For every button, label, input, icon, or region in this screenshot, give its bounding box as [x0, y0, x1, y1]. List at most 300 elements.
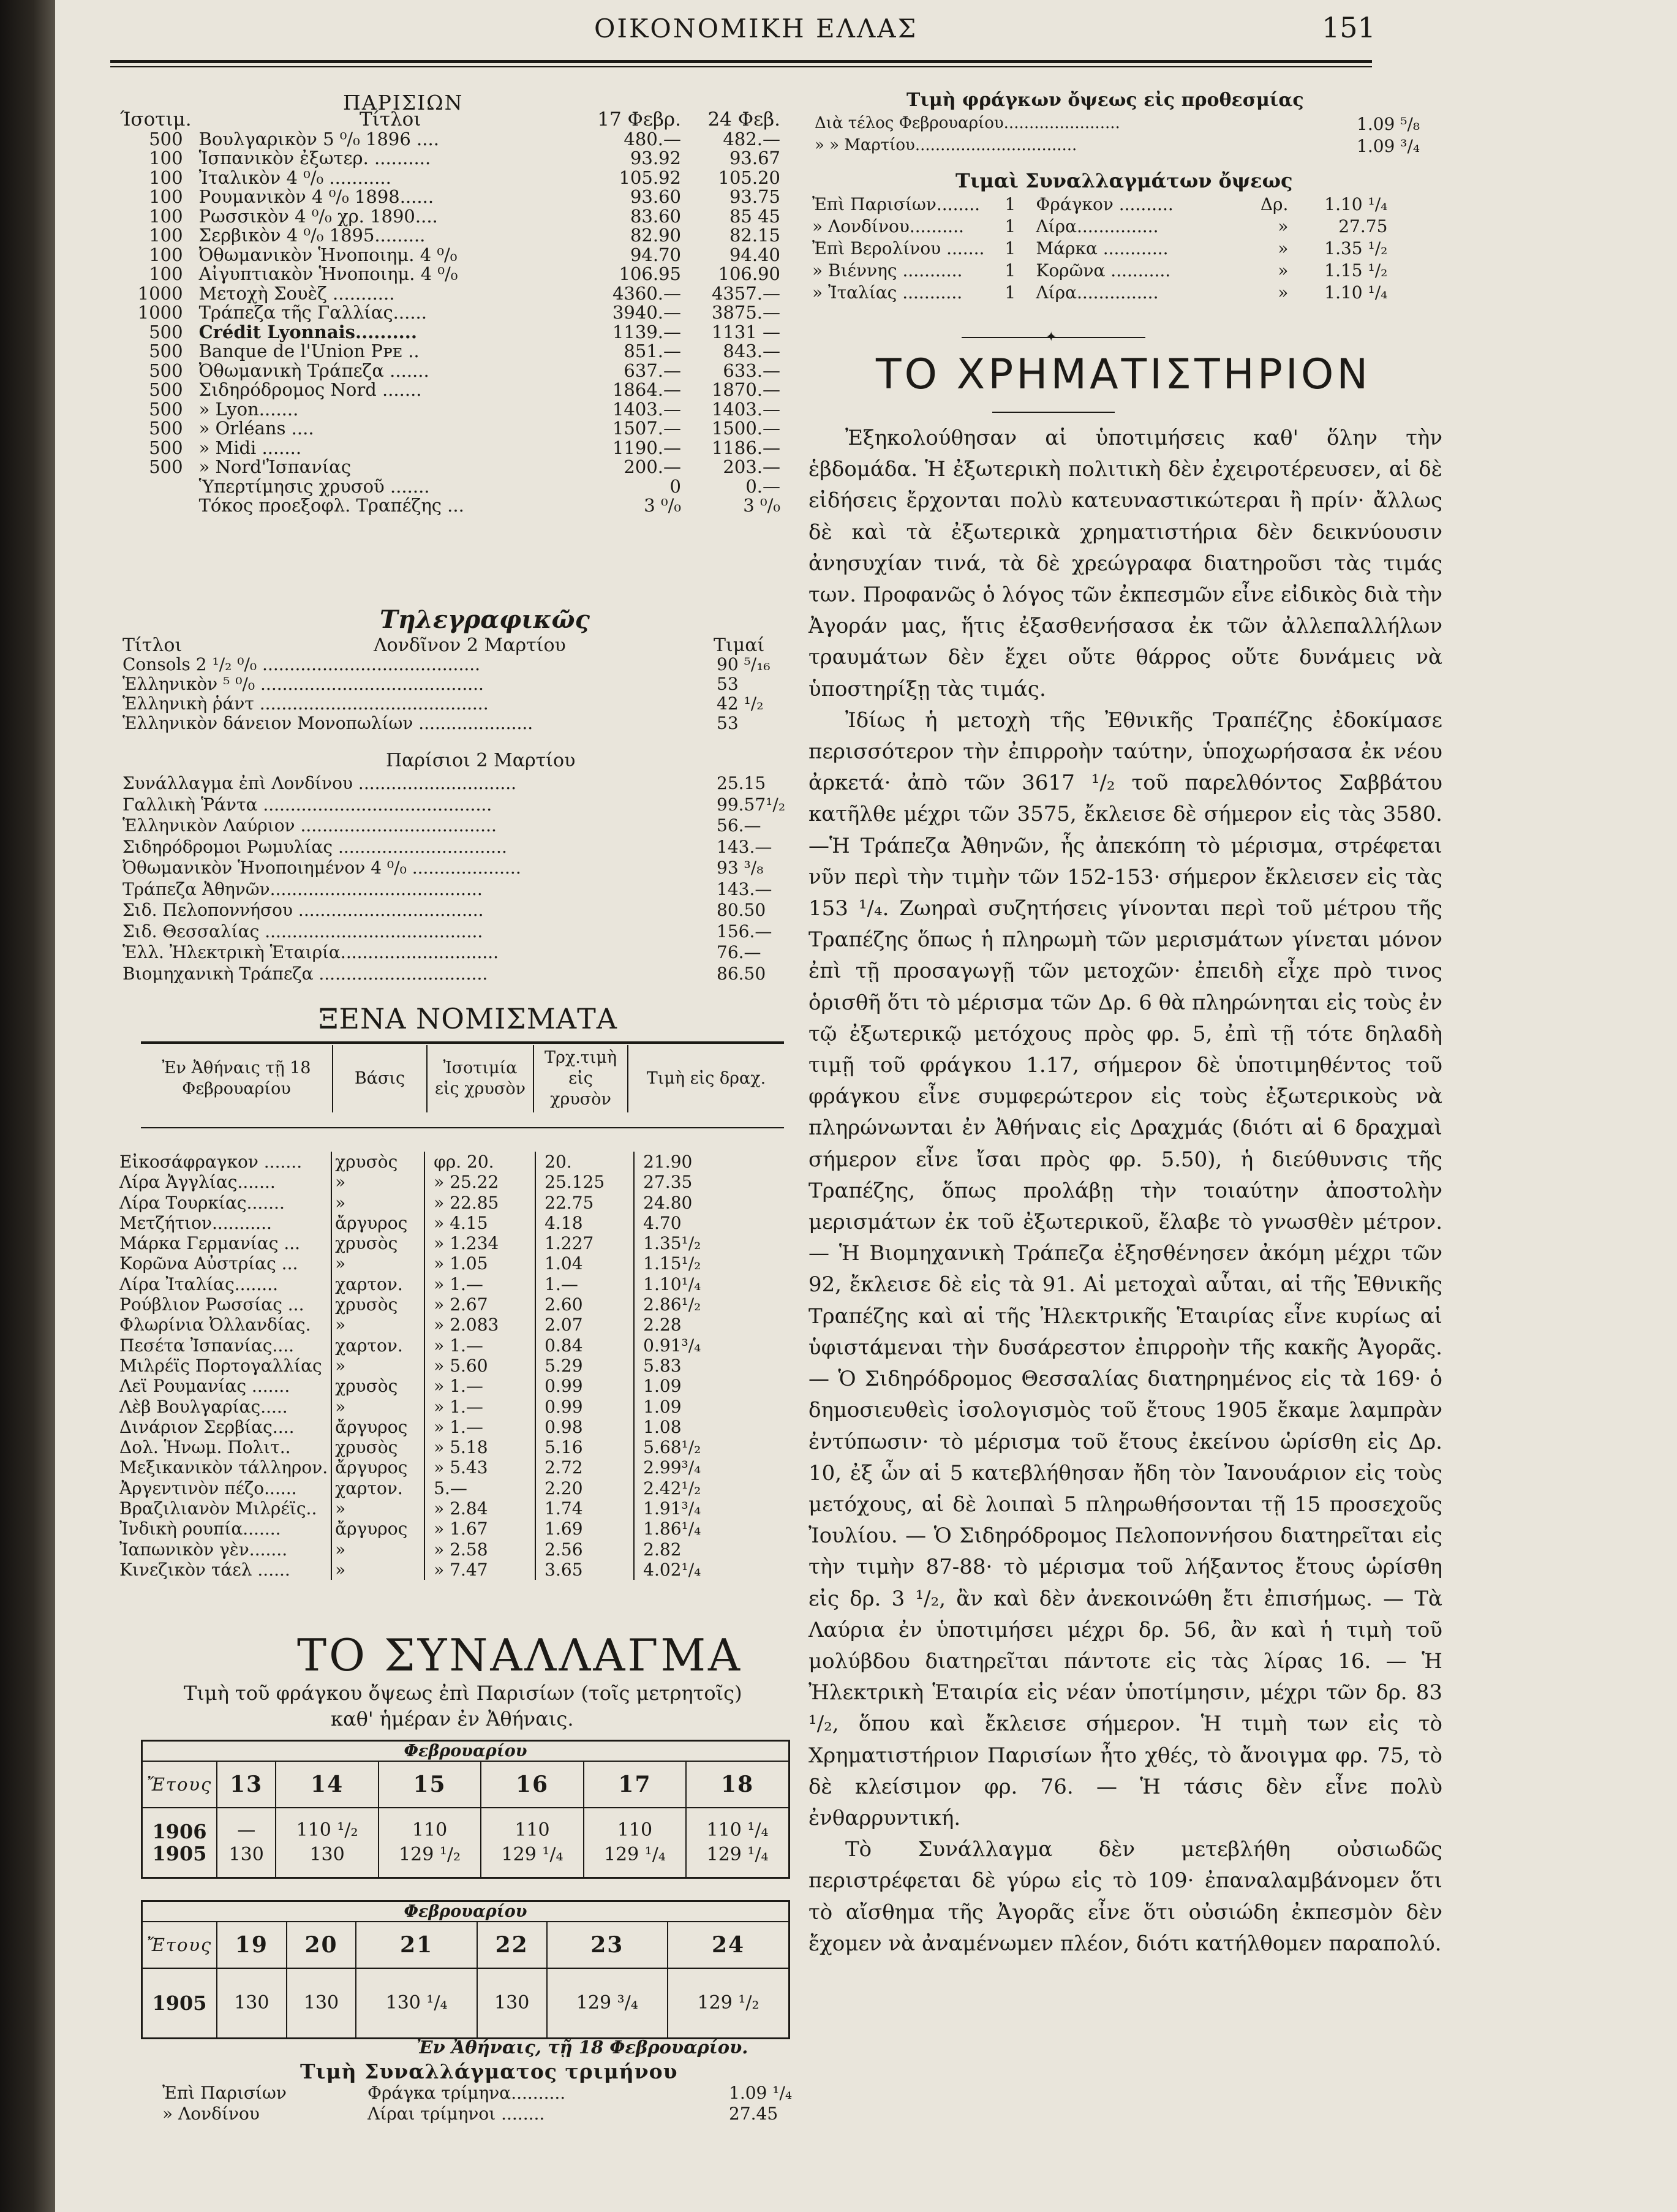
exchange-day: 24: [668, 1922, 789, 1968]
paris-price-24: 3875.—: [711, 302, 780, 323]
exchange-day: 15: [379, 1761, 481, 1808]
paris-row: [116, 130, 784, 149]
fx-price: 1.08: [634, 1417, 784, 1437]
fx-table: [116, 1152, 784, 1580]
fx-parity: » 22.85: [424, 1193, 535, 1213]
opseos-qty: 1: [1004, 194, 1016, 214]
paris-telegraph-security: Ὀθωμανικὸν Ἡνοποιημένον 4 ⁰/₀ ....................: [122, 858, 521, 878]
rate-1905: 130 ¹/₄: [356, 1968, 477, 2039]
fx-current: 2.20: [535, 1478, 634, 1498]
paris-price-24: 1500.—: [711, 418, 780, 439]
exchange-rate-cell: [379, 1808, 481, 1878]
rate-1905: 129 ¹/₂: [668, 1968, 789, 2039]
paris-row: [116, 439, 784, 458]
trim-price: 27.45: [729, 2104, 778, 2124]
bourse-rule: [992, 412, 1115, 413]
opseos-qty: 1: [1004, 282, 1016, 303]
fx-price: 4.02¹/₄: [634, 1560, 784, 1580]
exchange-rate-cell: [217, 1808, 276, 1878]
paris-price-17: 3 ⁰/₀: [644, 495, 681, 516]
paris-row: [116, 380, 784, 400]
fx-currency: Ἀργεντινὸν πέζο......: [119, 1478, 297, 1498]
paris-row: [116, 226, 784, 246]
fx-parity: » 5.43: [424, 1457, 535, 1478]
paris-security: » Orléans ....: [198, 418, 314, 439]
paris-row: [116, 361, 784, 381]
paris-par: 500: [149, 128, 183, 149]
exchange-month-1: Φεβρουαρίου: [142, 1741, 790, 1762]
paris-price-17: 1864.—: [612, 379, 681, 400]
exchange-table-1: [141, 1740, 790, 1879]
trim-kind: Φράγκα τρίμηνα..........: [367, 2083, 566, 2103]
paris-security: Βουλγαρικὸν 5 ⁰/₀ 1896 ....: [198, 128, 439, 149]
paris-security: Ἰταλικὸν 4 ⁰/₀ ...........: [198, 167, 391, 188]
rate-1905: 130: [477, 1968, 547, 2039]
fx-basis: »: [331, 1193, 424, 1213]
fx-basis: ἄργυρος: [331, 1213, 424, 1233]
exchange-day: 16: [481, 1761, 583, 1808]
fx-currency: Μεξικανικὸν τάλληρον.: [119, 1457, 328, 1478]
fx-basis: χαρτον.: [331, 1478, 424, 1498]
fx-currency: Πεσέτα Ἰσπανίας....: [119, 1335, 295, 1356]
paris-price-17: 480.—: [624, 128, 681, 149]
fx-parity: » 1.—: [424, 1417, 535, 1437]
paris-security: Ὑπερτίμησις χρυσοῦ .......: [198, 475, 430, 497]
paris-telegraph-price: 93 ³/₈: [717, 858, 764, 878]
bourse-heading: ΤΟ ΧΡΗΜΑΤΙΣΤΗΡΙΟΝ: [876, 350, 1371, 399]
paris-price-17: 1139.—: [612, 321, 681, 342]
fx-parity: » 1.67: [424, 1519, 535, 1539]
fx-row: [116, 1397, 784, 1417]
fx-row: [116, 1498, 784, 1519]
paris-price-17: 106.95: [619, 263, 681, 284]
paris-par: 100: [149, 244, 183, 265]
rate-1906: 110 ¹/₄: [706, 1819, 769, 1841]
paris-security: Μετοχὴ Σουὲζ ...........: [198, 282, 395, 304]
col-isotim: Ίσοτιμ.: [120, 108, 192, 130]
exchange-subtitle-2: καθ' ἡμέραν ἐν Ἀθήναις.: [331, 1707, 574, 1731]
fx-basis: ἄργυρος: [331, 1519, 424, 1539]
fx-head-date: Ἐν Ἀθήναις τῇ 18 Φεβρουαρίου: [162, 1059, 311, 1098]
exchange-heading: ΤΟ ΣΥΝΑΛΛΑΓΜΑ: [297, 1629, 743, 1681]
paris-price-17: 83.60: [630, 205, 681, 227]
paris-row: [116, 477, 784, 497]
fx-parity: » 1.05: [424, 1253, 535, 1274]
rate-1905: 130: [309, 1844, 345, 1865]
fx-currency: Δινάριον Σερβίας....: [119, 1416, 295, 1437]
fx-currency: Λίρα Τουρκίας.......: [119, 1192, 285, 1213]
paris-price-24: 1870.—: [711, 379, 780, 400]
paris-security: Ὀθωμανικὸν Ἡνοποιημ. 4 ⁰/₀: [198, 244, 458, 265]
fx-row: [116, 1539, 784, 1560]
paris-price-17: 0: [669, 475, 681, 497]
fx-parity: » 4.15: [424, 1213, 535, 1233]
exchange-day: 18: [686, 1761, 789, 1808]
paris-telegraph-security: Γαλλικὴ Ῥάντα ..........................................: [122, 794, 492, 815]
col-date1: 17 Φεβρ.: [597, 108, 681, 130]
paris-security: Banque de l'Union Pᴘᴇ ..: [198, 341, 420, 361]
fx-current: 2.07: [535, 1315, 634, 1335]
paris-par: 500: [149, 379, 183, 400]
paris-telegraph-price: 99.57¹/₂: [717, 794, 786, 815]
fx-parity: » 2.67: [424, 1294, 535, 1315]
fx-row: [116, 1213, 784, 1233]
paris-telegraph-security: Τράπεζα Ἀθηνῶν.......................................: [122, 878, 483, 899]
fx-price: 2.82: [634, 1539, 784, 1560]
fx-row: [116, 1274, 784, 1294]
exchange-day: 21: [356, 1922, 477, 1968]
fx-current: 0.99: [535, 1397, 634, 1417]
paris-par: 500: [149, 398, 183, 420]
fx-basis: χρυσὸς: [331, 1152, 424, 1172]
fx-row: [116, 1172, 784, 1192]
paris-row: [116, 342, 784, 361]
opseos-qty: 1: [1004, 216, 1016, 236]
fx-row: [116, 1335, 784, 1356]
fx-current: 1.74: [535, 1498, 634, 1519]
telegraph-col-london: Λονδῖνον 2 Μαρτίου: [374, 635, 566, 656]
fx-currency: Δολ. Ἡνωμ. Πολιτ..: [119, 1437, 291, 1458]
page-header-title: ΟΙΚΟΝΟΜΙΚΗ ΕΛΛΑΣ: [594, 13, 918, 43]
rate-1906: 110: [412, 1819, 448, 1841]
paris-par: 100: [149, 263, 183, 284]
paris-price-24: 843.—: [723, 341, 780, 361]
fx-currency: Ἰνδικὴ ρουπία.......: [119, 1519, 281, 1539]
fx-header-table: [141, 1045, 784, 1112]
exchange-rate-cell: [276, 1808, 378, 1878]
fx-price: 2.99³/₄: [634, 1457, 784, 1478]
paris-telegraph-security: Σιδ. Πελοποννήσου ..................................: [122, 900, 484, 920]
paris-par: 500: [149, 437, 183, 458]
paris-price-24: 105.20: [718, 167, 780, 188]
fx-current: 0.98: [535, 1417, 634, 1437]
paris-price-17: 1190.—: [612, 437, 681, 458]
fx-parity: » 1.—: [424, 1274, 535, 1294]
paris-price-24: 4357.—: [711, 282, 780, 304]
fx-price: 1.09: [634, 1376, 784, 1396]
opseos-currency: Λίρα...............: [1036, 216, 1159, 236]
fx-basis: χαρτον.: [331, 1335, 424, 1356]
prothesmia-label: » » Μαρτίου................................: [815, 136, 1077, 154]
opseos-currency: Κορῶνα ...........: [1036, 260, 1171, 281]
fx-head-current: Τρχ.τιμὴ εἰς χρυσὸν: [533, 1045, 628, 1112]
fx-parity: » 1.—: [424, 1376, 535, 1396]
london-security: Consols 2 ¹/₂ ⁰/₀ ........................................: [122, 654, 481, 674]
bourse-article: [808, 423, 1442, 1960]
opseos-place: Ἐπὶ Παρισίων........: [812, 194, 981, 214]
fx-row: [116, 1560, 784, 1580]
rate-1905: 130: [287, 1968, 356, 2039]
paris-row: [116, 207, 784, 227]
fx-parity: » 1.—: [424, 1397, 535, 1417]
opseos-table: [808, 194, 1391, 304]
fx-parity: » 5.18: [424, 1437, 535, 1457]
fx-current: 0.84: [535, 1335, 634, 1356]
london-price: 53: [717, 674, 739, 694]
exchange-table-2: [141, 1900, 790, 2039]
telegraph-col-timai: Τιμαί: [714, 635, 765, 656]
fx-row: [116, 1356, 784, 1376]
paris-telegraph-security: Συνάλλαγμα ἐπὶ Λονδίνου .............................: [122, 773, 517, 793]
opseos-price: 1.35 ¹/₂: [1324, 238, 1388, 259]
rate-1905: 130: [228, 1844, 264, 1865]
trimester-heading: Τιμὴ Συναλλάγματος τριμήνου: [300, 2059, 678, 2083]
opseos-row: [808, 216, 1391, 238]
paris-par: 100: [149, 186, 183, 207]
rate-1906: 110: [514, 1819, 550, 1841]
col-titloi: Τίτλοι: [360, 108, 421, 130]
paris-price-17: 3940.—: [612, 302, 681, 323]
paris-security: » Lyon.......: [198, 398, 299, 420]
paris-price-17: 93.60: [630, 186, 681, 207]
fx-parity: » 2.58: [424, 1539, 535, 1560]
paris-telegraph-security: Ἑλληνικὸν Λαύριον ....................................: [122, 815, 497, 836]
fx-current: 1.227: [535, 1233, 634, 1253]
paris-price-24: 1186.—: [711, 437, 780, 458]
rate-1905: 130: [217, 1968, 287, 2039]
paris-price-24: 633.—: [723, 360, 780, 381]
rate-1905: 129 ¹/₄: [706, 1844, 769, 1865]
fx-current: 2.56: [535, 1539, 634, 1560]
paris-telegraph-price: 56.—: [717, 815, 761, 836]
opseos-unit: »: [1278, 282, 1289, 303]
paris-price-17: 851.—: [624, 341, 681, 361]
fx-basis: »: [331, 1539, 424, 1560]
london-price: 90 ⁵/₁₆: [717, 654, 771, 674]
paris-row: [116, 496, 784, 516]
paris-security: Τράπεζα τῆς Γαλλίας......: [198, 302, 427, 323]
col-date2: 24 Φεβ.: [707, 108, 780, 130]
fx-currency: Κινεζικὸν τάελ ......: [119, 1559, 290, 1580]
fx-price: 24.80: [634, 1193, 784, 1213]
prothesmia-label: Διὰ τέλος Φεβρουαρίου.......................: [815, 114, 1120, 132]
paris-telegraph-price: 156.—: [717, 921, 772, 942]
paris-security: Ἱσπανικὸν ἐξωτερ. ..........: [198, 148, 431, 168]
fx-parity: » 1.—: [424, 1335, 535, 1356]
paris-price-17: 1403.—: [612, 398, 681, 420]
fx-row: [116, 1417, 784, 1437]
book-spine: [0, 0, 55, 2212]
fx-currency: Μάρκα Γερμανίας ...: [119, 1233, 301, 1254]
fx-basis: »: [331, 1315, 424, 1335]
fx-currency: Βραζιλιανὸν Μιλρέϊς..: [119, 1498, 317, 1519]
paris-par: 100: [149, 148, 183, 168]
fx-basis: »: [331, 1356, 424, 1376]
exchange-rate-cell: [686, 1808, 789, 1878]
fx-basis: »: [331, 1253, 424, 1274]
header-rule-thin: [110, 66, 1372, 67]
rate-1906: —: [237, 1819, 256, 1841]
opseos-unit: »: [1278, 216, 1289, 236]
paris-par: 500: [149, 418, 183, 439]
paris-price-24: 93.67: [729, 148, 780, 168]
fx-current: 0.99: [535, 1376, 634, 1396]
exchange-day: 19: [217, 1922, 287, 1968]
fx-basis: ἄργυρος: [331, 1457, 424, 1478]
fx-row: [116, 1478, 784, 1498]
london-security: Ἑλληνικὸν δάνειον Μονοπωλίων .....................: [122, 713, 533, 733]
paris-price-24: 3 ⁰/₀: [743, 495, 780, 516]
paris-security: Τόκος προεξοφλ. Τραπέζης ...: [198, 495, 464, 516]
fx-current: 4.18: [535, 1213, 634, 1233]
exchange-day: 14: [276, 1761, 378, 1808]
paris-price-24: 82.15: [729, 225, 780, 246]
paris-price-24: 1403.—: [711, 398, 780, 420]
fx-parity: » 1.234: [424, 1233, 535, 1253]
fx-currency: Ἰαπωνικὸν γὲν.......: [119, 1539, 288, 1560]
rate-1905: 129 ¹/₄: [501, 1844, 563, 1865]
trim-kind: Λίραι τρίμηνοι ........: [367, 2104, 545, 2124]
trim-place: » Λονδίνου: [162, 2104, 260, 2124]
paris-row: [116, 149, 784, 168]
newspaper-page: [55, 0, 1677, 2212]
opseos-unit: »: [1278, 260, 1289, 281]
paris-price-17: 4360.—: [612, 282, 681, 304]
fx-row: [116, 1233, 784, 1253]
paris-row: [116, 303, 784, 323]
paris-par: [116, 477, 195, 497]
fx-parity: φρ. 20.: [424, 1152, 535, 1172]
fx-currency: Λίρα Ἀγγλίας.......: [119, 1172, 276, 1193]
fx-price: 1.09: [634, 1397, 784, 1417]
page-number: 151: [1322, 11, 1376, 44]
fx-price: 21.90: [634, 1152, 784, 1172]
rate-1906: 110 ¹/₂: [296, 1819, 358, 1841]
paris-par: 500: [149, 341, 183, 361]
fx-top-rule: [141, 1041, 784, 1044]
paris-par: 1000: [137, 302, 183, 323]
paris-row: [116, 246, 784, 265]
fx-basis: χαρτον.: [331, 1274, 424, 1294]
opseos-row: [808, 260, 1391, 282]
fx-current: 2.72: [535, 1457, 634, 1478]
rate-1905: 129 ¹/₄: [603, 1844, 666, 1865]
opseos-currency: Φράγκον ..........: [1036, 194, 1174, 214]
fx-parity: 5.—: [424, 1478, 535, 1498]
paris-security: Σερβικὸν 4 ⁰/₀ 1895.........: [198, 225, 426, 246]
paris-price-24: 203.—: [723, 456, 780, 477]
paris-row: [116, 284, 784, 304]
header-rule: [110, 60, 1372, 63]
opseos-currency: Λίρα...............: [1036, 282, 1159, 303]
paris-row: [116, 419, 784, 439]
rate-1905: 129 ³/₄: [547, 1968, 668, 2039]
opseos-heading: Τιμαὶ Συναλλαγμάτων ὄψεως: [955, 169, 1293, 192]
fx-price: 1.35¹/₂: [634, 1233, 784, 1253]
paris-security: Ὀθωμανικὴ Τράπεζα .......: [198, 360, 429, 381]
fx-basis: »: [331, 1172, 424, 1192]
exchange-day: 17: [584, 1761, 686, 1808]
paris-price-24: 106.90: [718, 263, 780, 284]
paris-price-17: 1507.—: [612, 418, 681, 439]
year-1906: 1906: [152, 1820, 207, 1843]
paris-price-24: 482.—: [723, 128, 780, 149]
paris-telegraph-price: 25.15: [717, 773, 766, 793]
paris-price-17: 105.92: [619, 167, 681, 188]
fx-currency: Ρούβλιον Ρωσσίας ...: [119, 1294, 304, 1315]
exchange-subtitle-1: Τιμὴ τοῦ φράγκου ὄψεως ἐπὶ Παρισίων (τοῖς μετρητοῖς): [184, 1682, 742, 1705]
paris-price-24: 94.40: [729, 244, 780, 265]
paris-par: 500: [149, 321, 183, 342]
opseos-currency: Μάρκα ............: [1036, 238, 1169, 259]
fx-price: 27.35: [634, 1172, 784, 1192]
fx-row: [116, 1315, 784, 1335]
paris-row: [116, 168, 784, 188]
opseos-place: Ἐπὶ Βερολίνου .......: [812, 238, 985, 259]
exchange-day: 13: [217, 1761, 276, 1808]
london-security: Ἑλληνικὴ ῥάντ ..........................................: [122, 693, 489, 714]
paris-price-24: 93.75: [729, 186, 780, 207]
fx-price: 2.28: [634, 1315, 784, 1335]
paris-telegraph-security: Βιομηχανικὴ Τράπεζα ...............................: [122, 963, 488, 984]
fx-basis: ἄργυρος: [331, 1417, 424, 1437]
paris-price-24: 1131 —: [711, 321, 780, 342]
paris-par: 100: [149, 225, 183, 246]
exchange-years-1: [142, 1808, 217, 1878]
fx-currency: Κορῶνα Αὐστρίας ...: [119, 1253, 298, 1274]
rate-1905: 129 ¹/₂: [399, 1844, 461, 1865]
opseos-row: [808, 282, 1391, 304]
fx-head-basis: Βάσις: [333, 1045, 427, 1112]
paris-telegraph-price: 80.50: [717, 900, 766, 920]
paris-security: Ρουμανικὸν 4 ⁰/₀ 1898......: [198, 186, 434, 207]
exchange-etous-1: Ἔτους: [142, 1761, 217, 1808]
paris-telegraph-price: 76.—: [717, 942, 761, 962]
fx-price: 2.86¹/₂: [634, 1294, 784, 1315]
prothesmia-heading: Τιμὴ φράγκων ὄψεως εἰς προθεσμίας: [906, 89, 1304, 111]
paris-row: [116, 458, 784, 477]
exchange-month-2: Φεβρουαρίου: [142, 1901, 790, 1922]
fx-row: [116, 1193, 784, 1213]
fx-price: 4.70: [634, 1213, 784, 1233]
opseos-price: 27.75: [1338, 216, 1388, 236]
paris-par: 500: [149, 456, 183, 477]
fx-currency: Λὲβ Βουλγαρίας.....: [119, 1396, 288, 1417]
fx-current: 1.04: [535, 1253, 634, 1274]
fx-row: [116, 1376, 784, 1396]
fx-price: 1.86¹/₄: [634, 1519, 784, 1539]
paris-row: [116, 323, 784, 342]
telegraph-col-titloi: Τίτλοι: [122, 635, 183, 656]
prothesmia-price: 1.09 ⁵/₈: [1357, 114, 1420, 134]
exchange-day: 20: [287, 1922, 356, 1968]
fx-parity: » 5.60: [424, 1356, 535, 1376]
paris-telegraph-security: Σιδηρόδρομοι Ρωμυλίας ...............................: [122, 836, 507, 857]
fx-head-price: Τιμὴ εἰς δραχ.: [628, 1045, 784, 1112]
prothesmia-price: 1.09 ³/₄: [1357, 136, 1420, 156]
paris-par: 500: [149, 360, 183, 381]
paris-par: 100: [149, 205, 183, 227]
paris-heading: ΠΑΡΙΣΙΩΝ: [343, 91, 464, 115]
paris-security: » Nord'Ἰσπανίας: [198, 456, 352, 477]
paris-security: Crédit Lyonnais..........: [198, 321, 417, 342]
fx-head-parity: Ἰσοτιμία εἰς χρυσὸν: [427, 1045, 533, 1112]
fx-parity: » 7.47: [424, 1560, 535, 1580]
paris-row: [116, 265, 784, 284]
opseos-qty: 1: [1004, 260, 1016, 281]
fx-basis: χρυσὸς: [331, 1233, 424, 1253]
opseos-qty: 1: [1004, 238, 1016, 259]
paris-price-17: 94.70: [630, 244, 681, 265]
fx-price: 1.91³/₄: [634, 1498, 784, 1519]
opseos-price: 1.15 ¹/₂: [1324, 260, 1388, 281]
paris-row: [116, 187, 784, 207]
rate-1906: 110: [617, 1819, 653, 1841]
fx-current: 5.16: [535, 1437, 634, 1457]
fx-price: 5.83: [634, 1356, 784, 1376]
fx-current: 1.—: [535, 1274, 634, 1294]
fx-current: 20.: [535, 1152, 634, 1172]
